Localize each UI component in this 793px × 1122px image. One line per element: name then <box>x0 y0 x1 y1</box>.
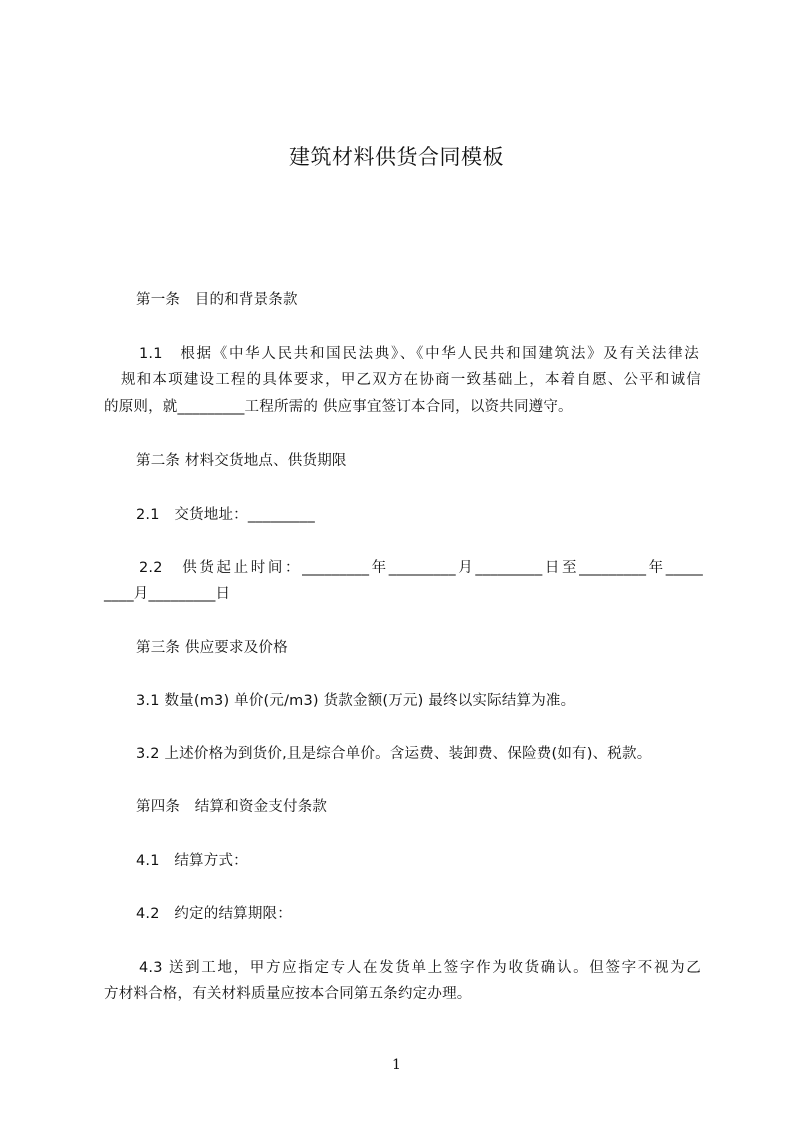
article-3-clause-1: 3.1 数量(m3) 单价(元/m3) 货款金额(万元) 最终以实际结算为准。 <box>136 693 576 709</box>
article-1-clause-1-line-1: 1.1 根据《中华人民共和国民法典》、《中华人民共和国建筑法》及有关法律法 <box>139 346 699 362</box>
article-2-clause-2-line-2: ____月_________日 <box>104 586 231 602</box>
article-1-clause-1-line-2: 规和本项建设工程的具体要求，甲乙双方在协商一致基础上，本着自愿、公平和诚信 <box>121 372 701 388</box>
article-4-clause-1: 4.1 结算方式： <box>136 853 248 869</box>
document-title: 建筑材料供货合同模板 <box>289 145 504 169</box>
article-1-clause-1-line-3: 的原则，就_________工程所需的 供应事宜签订本合同，以资共同遵守。 <box>104 399 573 415</box>
article-4-clause-2: 4.2 约定的结算期限： <box>136 906 292 922</box>
article-2-heading: 第二条 材料交货地点、供货期限 <box>136 453 347 469</box>
article-3-heading: 第三条 供应要求及价格 <box>136 640 288 656</box>
article-2-clause-2-line-1: 2.2 供货起止时间：_________年_________月_________日至_________年_____ <box>139 560 703 576</box>
page-number: 1 <box>392 1057 401 1073</box>
article-1-heading: 第一条 目的和背景条款 <box>136 292 298 308</box>
article-4-clause-3-line-1: 4.3 送到工地，甲方应指定专人在发货单上签字作为收货确认。但签字不视为乙 <box>139 960 701 976</box>
article-4-heading: 第四条 结算和资金支付条款 <box>136 799 328 815</box>
article-3-clause-2: 3.2 上述价格为到货价,且是综合单价。含运费、装卸费、保险费(如有)、税款。 <box>136 746 652 762</box>
article-2-clause-1: 2.1 交货地址：_________ <box>136 507 315 523</box>
article-4-clause-3-line-2: 方材料合格，有关材料质量应按本合同第五条约定办理。 <box>104 986 472 1002</box>
